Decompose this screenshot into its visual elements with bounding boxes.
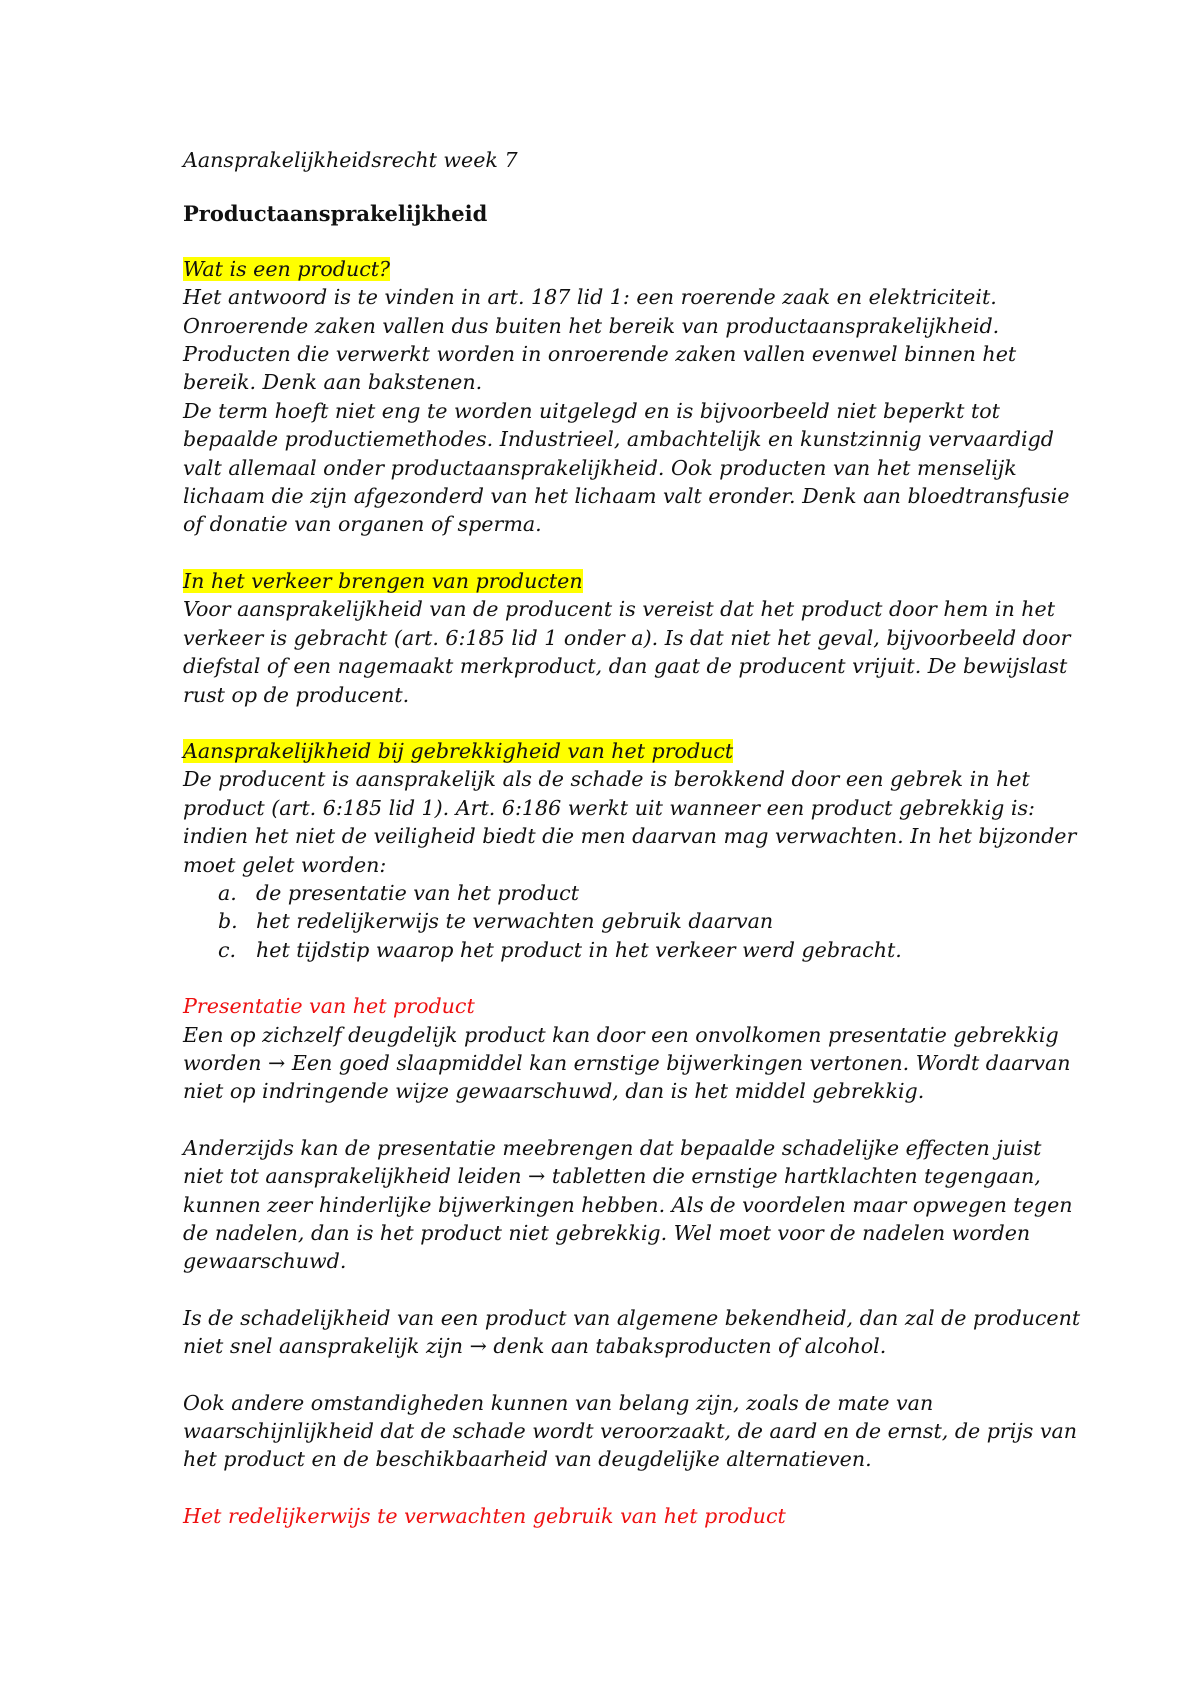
list-marker: b. bbox=[218, 909, 238, 934]
document-title: Aansprakelijkheidsrecht week 7 bbox=[183, 148, 518, 172]
section-gebrek bbox=[183, 737, 1083, 964]
list-item-text: de presentatie van het product bbox=[256, 880, 579, 905]
section-heading-verkeer: In het verkeer brengen van producten bbox=[183, 568, 583, 593]
list-marker: a. bbox=[218, 880, 237, 905]
paragraph: Is de schadelijkheid van een product van algemene bekendheid, dan zal de producent niet snel aansprakelijk zijn → denk aan tabaksproducten of alcohol. bbox=[183, 1305, 1081, 1359]
list-item bbox=[183, 907, 1083, 935]
section-presentatie-3 bbox=[183, 1304, 1083, 1361]
list-marker: c. bbox=[218, 937, 237, 962]
paragraph: Ook andere omstandigheden kunnen van belang zijn, zoals de mate van waarschijnlijkheid dat de schade wordt veroorzaakt, de aard en de ernst, de prijs van het product en de beschikbaarheid van deugdelijke alternatieven. bbox=[183, 1390, 1078, 1472]
document-heading: Productaansprakelijkheid bbox=[183, 201, 488, 227]
list-item-text: het tijdstip waarop het product in het verkeer werd gebracht. bbox=[256, 937, 902, 962]
paragraph: Het antwoord is te vinden in art. 187 lid 1: een roerende zaak en elektriciteit. Onroerende zaken vallen dus buiten het bereik van productaansprakelijkheid. Producten die verwerkt worden in onroerende zaken vallen evenwel binnen het bereik. Denk aan bakstenen. bbox=[183, 285, 1017, 395]
section-product bbox=[183, 255, 1083, 539]
paragraph: Anderzijds kan de presentatie meebrengen dat bepaalde schadelijke effecten juist niet tot aansprakelijkheid leiden → tabletten die ernstige hartklachten tegengaan, kunnen zeer hinderlijke bijwerkingen hebben. Als de voordelen maar opwegen tegen de nadelen, dan is het product niet gebrekkig. Wel moet voor de nadelen worden gewaarschuwd. bbox=[183, 1135, 1073, 1274]
list-item-text: het redelijkerwijs te verwachten gebruik daarvan bbox=[256, 909, 774, 934]
section-presentatie bbox=[183, 992, 1083, 1106]
section-heading-gebruik: Het redelijkerwijs te verwachten gebruik van het product bbox=[183, 1503, 786, 1528]
section-heading-presentatie: Presentatie van het product bbox=[183, 994, 475, 1019]
criteria-list bbox=[183, 879, 1083, 964]
list-item bbox=[183, 936, 1083, 964]
section-heading-product: Wat is een product? bbox=[183, 256, 391, 281]
section-verkeer bbox=[183, 567, 1083, 709]
section-gebruik bbox=[183, 1502, 1083, 1530]
section-presentatie-2 bbox=[183, 1134, 1083, 1276]
paragraph: De term hoeft niet eng te worden uitgelegd en is bijvoorbeeld niet beperkt tot bepaalde productiemethodes. Industrieel, ambachtelijk en kunstzinnig vervaardigd valt allemaal onder productaansprakelijkheid. Ook producten van het menselijk lichaam die zijn afgezonderd van het lichaam valt eronder. Denk aan bloedtransfusie of donatie van organen of sperma. bbox=[183, 398, 1070, 537]
document-content bbox=[183, 146, 1083, 1558]
paragraph: De producent is aansprakelijk als de schade is berokkend door een gebrek in het product (art. 6:185 lid 1). Art. 6:186 werkt uit wanneer een product gebrekkig is: indien het niet de veiligheid biedt die men daarvan mag verwachten. In het bijzonder moet gelet worden: bbox=[183, 767, 1077, 877]
paragraph: Een op zichzelf deugdelijk product kan door een onvolkomen presentatie gebrekkig worden → Een goed slaapmiddel kan ernstige bijwerkingen vertonen. Wordt daarvan niet op indringende wijze gewaarschuwd, dan is het middel gebrekkig. bbox=[183, 1022, 1071, 1104]
section-presentatie-4 bbox=[183, 1389, 1083, 1474]
list-item bbox=[183, 879, 1083, 907]
section-heading-gebrek: Aansprakelijkheid bij gebrekkigheid van het product bbox=[183, 738, 734, 763]
paragraph: Voor aansprakelijkheid van de producent is vereist dat het product door hem in het verkeer is gebracht (art. 6:185 lid 1 onder a). Is dat niet het geval, bijvoorbeeld door diefstal of een nagemaakt merkproduct, dan gaat de producent vrijuit. De bewijslast rust op de producent. bbox=[183, 597, 1071, 707]
